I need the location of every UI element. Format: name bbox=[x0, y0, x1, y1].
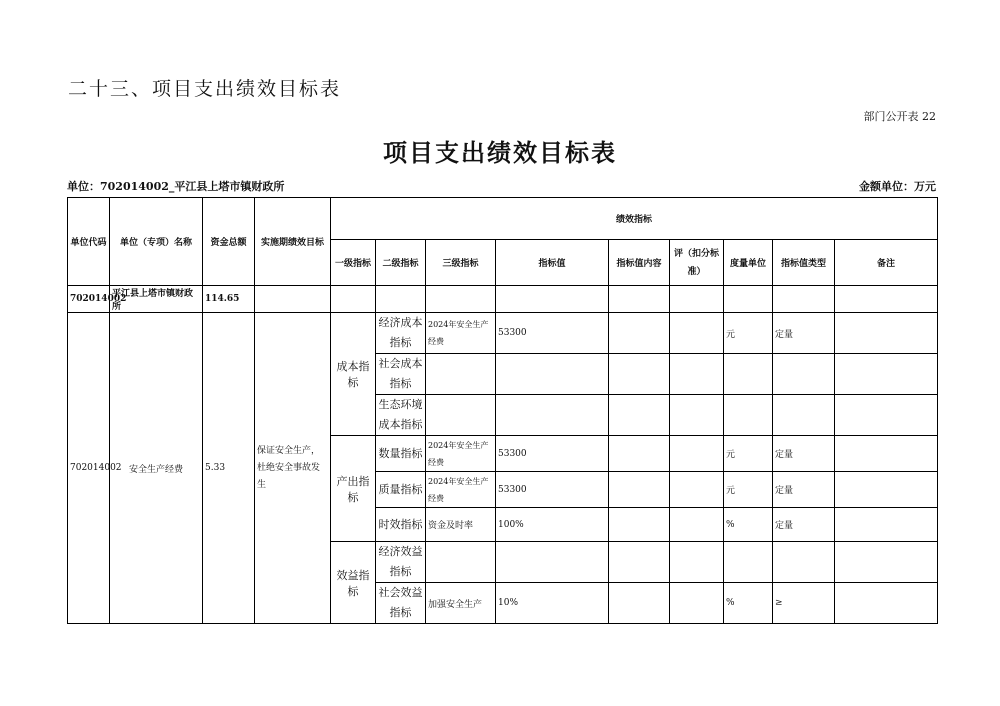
level2-quantity: 数量指标 bbox=[376, 436, 426, 472]
value-cell: 53300 bbox=[496, 472, 609, 508]
header-content: 指标值内容 bbox=[609, 240, 670, 286]
level3-cell: 资金及时率 bbox=[426, 508, 496, 542]
level3-cell: 2024年安全生产经费 bbox=[426, 313, 496, 354]
level1-benefit: 效益指标 bbox=[331, 542, 376, 624]
amount-unit-label: 金额单位：万元 bbox=[859, 180, 936, 193]
value-cell: 53300 bbox=[496, 313, 609, 354]
level3-cell: 2024年安全生产经费 bbox=[426, 436, 496, 472]
header-performance-indicators: 绩效指标 bbox=[331, 198, 938, 240]
header-level1: 一级指标 bbox=[331, 240, 376, 286]
summary-row bbox=[68, 286, 938, 313]
level1-cost: 成本指标 bbox=[331, 313, 376, 436]
type-cell: ≥ bbox=[773, 583, 835, 624]
unit-cell: 元 bbox=[724, 436, 773, 472]
type-cell: 定量 bbox=[773, 472, 835, 508]
type-cell: 定量 bbox=[773, 436, 835, 472]
project-code: 702014002 bbox=[68, 313, 110, 624]
level2-economic-benefit: 经济效益指标 bbox=[376, 542, 426, 583]
form-number: 部门公开表 22 bbox=[863, 110, 936, 123]
header-score: 评（扣分标准） bbox=[670, 240, 724, 286]
level2-social-benefit: 社会效益指标 bbox=[376, 583, 426, 624]
summary-name: 平江县上塔市镇财政所 bbox=[110, 286, 203, 313]
header-unit-code: 单位代码 bbox=[68, 198, 110, 286]
type-cell: 定量 bbox=[773, 313, 835, 354]
value-cell: 100% bbox=[496, 508, 609, 542]
type-cell: 定量 bbox=[773, 508, 835, 542]
level3-cell: 加强安全生产 bbox=[426, 583, 496, 624]
unit-cell: % bbox=[724, 508, 773, 542]
value-cell: 53300 bbox=[496, 436, 609, 472]
unit-cell: 元 bbox=[724, 313, 773, 354]
header-level2: 二级指标 bbox=[376, 240, 426, 286]
unit-label: 单位：702014002_平江县上塔市镇财政所 bbox=[67, 180, 285, 193]
summary-code: 702014002 bbox=[68, 286, 110, 313]
level3-cell: 2024年安全生产经费 bbox=[426, 472, 496, 508]
level2-social-cost: 社会成本指标 bbox=[376, 354, 426, 395]
table-row bbox=[68, 313, 938, 354]
project-goal: 保证安全生产，杜绝安全事故发生 bbox=[255, 313, 331, 624]
level2-timeliness: 时效指标 bbox=[376, 508, 426, 542]
value-cell: 10% bbox=[496, 583, 609, 624]
header-value: 指标值 bbox=[496, 240, 609, 286]
header-note: 备注 bbox=[835, 240, 938, 286]
summary-amount: 114.65 bbox=[203, 286, 255, 313]
page-title: 项目支出绩效目标表 bbox=[383, 138, 617, 167]
level2-quality: 质量指标 bbox=[376, 472, 426, 508]
unit-cell: % bbox=[724, 583, 773, 624]
performance-table bbox=[67, 197, 938, 624]
level2-economic-cost: 经济成本指标 bbox=[376, 313, 426, 354]
level2-eco-cost: 生态环境成本指标 bbox=[376, 395, 426, 436]
header-measure-unit: 度量单位 bbox=[724, 240, 773, 286]
header-value-type: 指标值类型 bbox=[773, 240, 835, 286]
header-goal: 实施期绩效目标 bbox=[255, 198, 331, 286]
section-title: 二十三、项目支出绩效目标表 bbox=[68, 78, 342, 100]
header-unit-name: 单位（专项）名称 bbox=[110, 198, 203, 286]
level1-output: 产出指标 bbox=[331, 436, 376, 542]
unit-cell: 元 bbox=[724, 472, 773, 508]
header-total-funds: 资金总额 bbox=[203, 198, 255, 286]
project-name: 安全生产经费 bbox=[110, 313, 203, 624]
project-amount: 5.33 bbox=[203, 313, 255, 624]
header-level3: 三级指标 bbox=[426, 240, 496, 286]
